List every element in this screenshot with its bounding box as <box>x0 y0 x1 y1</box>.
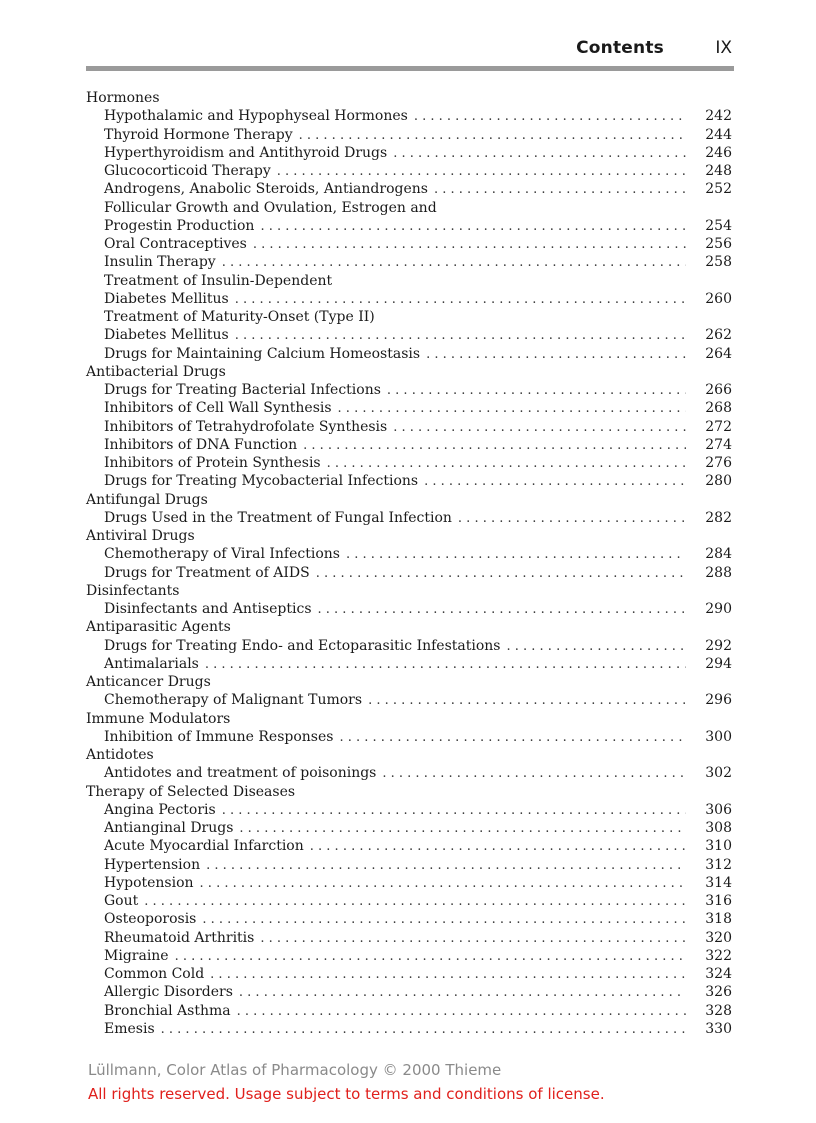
toc-title: Antiparasitic Agents <box>86 619 231 636</box>
toc-entry[interactable] <box>86 144 734 162</box>
dot-leader <box>393 419 686 437</box>
toc-page-number: 252 <box>705 181 732 198</box>
dot-leader <box>222 802 686 820</box>
toc-page-number: 268 <box>705 400 732 417</box>
toc-entry[interactable] <box>86 290 734 308</box>
toc-title: Drugs Used in the Treatment of Fungal Infection <box>104 509 452 526</box>
dot-leader <box>387 382 686 400</box>
toc-page-number: 280 <box>705 473 732 490</box>
dot-leader <box>434 181 686 199</box>
toc-title: Drugs for Treating Mycobacterial Infections <box>104 473 419 490</box>
toc-page-number: 276 <box>705 455 732 471</box>
dot-leader <box>303 437 686 455</box>
toc-page-number: 318 <box>705 911 732 928</box>
toc-section-heading <box>86 673 734 691</box>
toc-entry[interactable] <box>86 107 734 125</box>
table-of-contents <box>86 89 734 1038</box>
toc-title: Glucocorticoid Therapy <box>104 163 271 179</box>
toc-title: Common Cold <box>104 966 205 982</box>
toc-page-number: 324 <box>705 966 732 982</box>
toc-entry[interactable] <box>86 819 734 837</box>
toc-title: Drugs for Treatment of AIDS <box>104 564 310 581</box>
toc-title: Rheumatoid Arthritis <box>104 929 255 946</box>
toc-page-number: 316 <box>705 893 732 909</box>
toc-title: Emesis <box>104 1020 155 1037</box>
dot-leader <box>210 966 686 984</box>
toc-entry[interactable] <box>86 947 734 965</box>
dot-leader <box>426 346 686 364</box>
toc-title: Antibacterial Drugs <box>86 363 226 380</box>
toc-page-number: 328 <box>705 1002 732 1019</box>
toc-title: Hormones <box>86 90 160 106</box>
dot-leader <box>424 473 686 491</box>
toc-title: Hypotension <box>104 874 194 891</box>
toc-section-heading <box>86 527 734 545</box>
toc-page-number: 254 <box>705 217 732 234</box>
dot-leader <box>235 291 686 309</box>
toc-title: Anticancer Drugs <box>86 674 211 690</box>
toc-title: Antianginal Drugs <box>104 820 234 836</box>
toc-entry[interactable] <box>86 217 734 235</box>
toc-entry[interactable] <box>86 637 734 655</box>
dot-leader <box>144 893 686 911</box>
dot-leader <box>260 218 686 236</box>
toc-entry[interactable] <box>86 728 734 746</box>
toc-title: Inhibitors of DNA Function <box>104 436 298 453</box>
dot-leader <box>393 145 686 163</box>
dot-leader <box>239 820 686 838</box>
toc-entry[interactable] <box>86 509 734 527</box>
toc-title: Chemotherapy of Malignant Tumors <box>104 692 363 709</box>
toc-entry[interactable] <box>86 764 734 782</box>
footer-copyright: Lüllmann, Color Atlas of Pharmacology © 2000 Thieme <box>88 1061 502 1079</box>
toc-section-heading <box>86 582 734 600</box>
dot-leader <box>338 400 686 418</box>
toc-entry[interactable] <box>86 272 734 290</box>
toc-section-heading <box>86 491 734 509</box>
toc-title: Hypertension <box>104 856 201 873</box>
toc-title: Drugs for Maintaining Calcium Homeostasis <box>104 345 421 362</box>
toc-entry[interactable] <box>86 199 734 217</box>
toc-entry[interactable] <box>86 472 734 490</box>
toc-entry[interactable] <box>86 1020 734 1038</box>
toc-page-number: 264 <box>705 345 732 362</box>
toc-title: Antiviral Drugs <box>86 528 195 544</box>
toc-title: Follicular Growth and Ovulation, Estrogen and <box>104 199 437 216</box>
toc-page-number: 302 <box>705 765 732 782</box>
toc-title: Inhibitors of Protein Synthesis <box>104 455 321 471</box>
toc-title: Drugs for Treating Endo- and Ectoparasitic Infestations <box>104 637 501 654</box>
toc-title: Hypothalamic and Hypophyseal Hormones <box>104 108 408 125</box>
toc-entry[interactable] <box>86 600 734 618</box>
dot-leader <box>239 984 686 1002</box>
dot-leader <box>327 455 686 473</box>
toc-title: Bronchial Asthma <box>104 1002 231 1019</box>
toc-title: Thyroid Hormone Therapy <box>104 126 293 143</box>
toc-page-number: 330 <box>705 1020 732 1037</box>
toc-page-number: 296 <box>705 692 732 709</box>
toc-entry[interactable] <box>86 308 734 326</box>
toc-page-number: 306 <box>705 801 732 818</box>
toc-entry[interactable] <box>86 910 734 928</box>
toc-section-heading <box>86 746 734 764</box>
toc-title: Diabetes Mellitus <box>104 327 229 344</box>
dot-leader <box>318 601 686 619</box>
toc-entry[interactable] <box>86 655 734 673</box>
footer-rights: All rights reserved. Usage subject to terms and conditions of license. <box>88 1085 605 1103</box>
dot-leader <box>382 765 686 783</box>
dot-leader <box>277 163 686 181</box>
toc-section-heading <box>86 710 734 728</box>
dot-leader <box>237 1003 686 1021</box>
toc-section-heading <box>86 783 734 801</box>
toc-page-number: 262 <box>705 327 732 344</box>
toc-title: Antidotes <box>86 747 154 763</box>
dot-leader <box>346 546 686 564</box>
toc-entry[interactable] <box>86 564 734 582</box>
toc-page-number: 326 <box>705 984 732 1001</box>
toc-page-number: 284 <box>705 546 732 563</box>
toc-page-number: 308 <box>705 820 732 836</box>
toc-page-number: 320 <box>705 929 732 946</box>
toc-entry[interactable] <box>86 162 734 180</box>
toc-page-number: 310 <box>705 838 732 855</box>
toc-title: Insulin Therapy <box>104 254 216 271</box>
toc-title: Inhibitors of Cell Wall Synthesis <box>104 400 332 417</box>
toc-page-number: 288 <box>705 564 732 581</box>
page-title: Contents <box>576 38 664 58</box>
dot-leader <box>161 1021 686 1039</box>
toc-entry[interactable] <box>86 345 734 363</box>
page-header <box>86 38 734 62</box>
toc-page-number: 246 <box>705 144 732 161</box>
toc-entry[interactable] <box>86 874 734 892</box>
toc-entry[interactable] <box>86 326 734 344</box>
dot-leader <box>253 236 686 254</box>
toc-title: Hyperthyroidism and Antithyroid Drugs <box>104 144 388 161</box>
dot-leader <box>205 656 686 674</box>
toc-page-number: 292 <box>705 637 732 654</box>
toc-title: Therapy of Selected Diseases <box>86 783 296 800</box>
dot-leader <box>260 930 686 948</box>
toc-title: Disinfectants and Antiseptics <box>104 601 312 617</box>
toc-entry[interactable] <box>86 837 734 855</box>
toc-page-number: 248 <box>705 163 732 179</box>
toc-entry[interactable] <box>86 545 734 563</box>
toc-page-number: 242 <box>705 108 732 125</box>
toc-page-number: 314 <box>705 874 732 891</box>
toc-title: Treatment of Maturity-Onset (Type II) <box>104 309 375 325</box>
toc-title: Acute Myocardial Infarction <box>104 838 304 855</box>
toc-entry[interactable] <box>86 399 734 417</box>
dot-leader <box>316 565 686 583</box>
toc-entry[interactable] <box>86 180 734 198</box>
toc-title: Progestin Production <box>104 217 255 234</box>
toc-entry[interactable] <box>86 381 734 399</box>
toc-title: Angina Pectoris <box>104 801 216 818</box>
toc-entry[interactable] <box>86 253 734 271</box>
toc-title: Osteoporosis <box>104 911 197 928</box>
dot-leader <box>414 108 686 126</box>
dot-leader <box>368 692 686 710</box>
toc-page-number: 282 <box>705 509 732 526</box>
header-rule <box>86 66 734 71</box>
toc-title: Inhibitors of Tetrahydrofolate Synthesis <box>104 418 388 435</box>
toc-title: Oral Contraceptives <box>104 236 247 252</box>
toc-title: Gout <box>104 893 139 909</box>
toc-entry[interactable] <box>86 965 734 983</box>
toc-title: Migraine <box>104 947 169 964</box>
toc-entry[interactable] <box>86 436 734 454</box>
toc-page-number: 312 <box>705 856 732 873</box>
toc-entry[interactable] <box>86 892 734 910</box>
toc-page-number: 290 <box>705 601 732 617</box>
toc-entry[interactable] <box>86 418 734 436</box>
toc-entry[interactable] <box>86 929 734 947</box>
toc-title: Immune Modulators <box>86 710 231 727</box>
toc-entry[interactable] <box>86 856 734 874</box>
toc-entry[interactable] <box>86 691 734 709</box>
toc-page-number: 322 <box>705 947 732 964</box>
toc-entry[interactable] <box>86 983 734 1001</box>
toc-title: Allergic Disorders <box>104 984 233 1001</box>
toc-page-number: 258 <box>705 254 732 271</box>
toc-section-heading <box>86 363 734 381</box>
toc-page-number: 256 <box>705 236 732 252</box>
dot-leader <box>235 327 686 345</box>
dot-leader <box>200 875 686 893</box>
dot-leader <box>175 948 686 966</box>
toc-page-number: 294 <box>705 655 732 672</box>
dot-leader <box>202 911 686 929</box>
toc-title: Antifungal Drugs <box>86 491 208 508</box>
toc-page-number: 260 <box>705 290 732 307</box>
dot-leader <box>206 857 686 875</box>
dot-leader <box>506 638 686 656</box>
toc-page-number: 300 <box>705 728 732 745</box>
toc-entry[interactable] <box>86 454 734 472</box>
toc-title: Diabetes Mellitus <box>104 290 229 307</box>
toc-page-number: 266 <box>705 382 732 398</box>
toc-title: Inhibition of Immune Responses <box>104 728 334 745</box>
toc-title: Chemotherapy of Viral Infections <box>104 546 340 563</box>
dot-leader <box>222 254 686 272</box>
toc-section-heading <box>86 89 734 107</box>
page-number: IX <box>715 38 732 58</box>
dot-leader <box>339 729 686 747</box>
toc-title: Antidotes and treatment of poisonings <box>104 765 377 782</box>
toc-title: Androgens, Anabolic Steroids, Antiandrogens <box>104 181 428 198</box>
toc-entry[interactable] <box>86 1002 734 1020</box>
dot-leader <box>299 127 686 145</box>
toc-section-heading <box>86 618 734 636</box>
toc-page-number: 274 <box>705 436 732 453</box>
toc-entry[interactable] <box>86 235 734 253</box>
dot-leader <box>458 510 686 528</box>
toc-title: Drugs for Treating Bacterial Infections <box>104 382 381 398</box>
toc-title: Disinfectants <box>86 582 180 599</box>
toc-entry[interactable] <box>86 801 734 819</box>
toc-title: Antimalarials <box>104 655 199 672</box>
dot-leader <box>310 838 686 856</box>
toc-entry[interactable] <box>86 126 734 144</box>
toc-page-number: 272 <box>705 418 732 435</box>
toc-title: Treatment of Insulin-Dependent <box>104 272 333 289</box>
toc-page-number: 244 <box>705 126 732 143</box>
